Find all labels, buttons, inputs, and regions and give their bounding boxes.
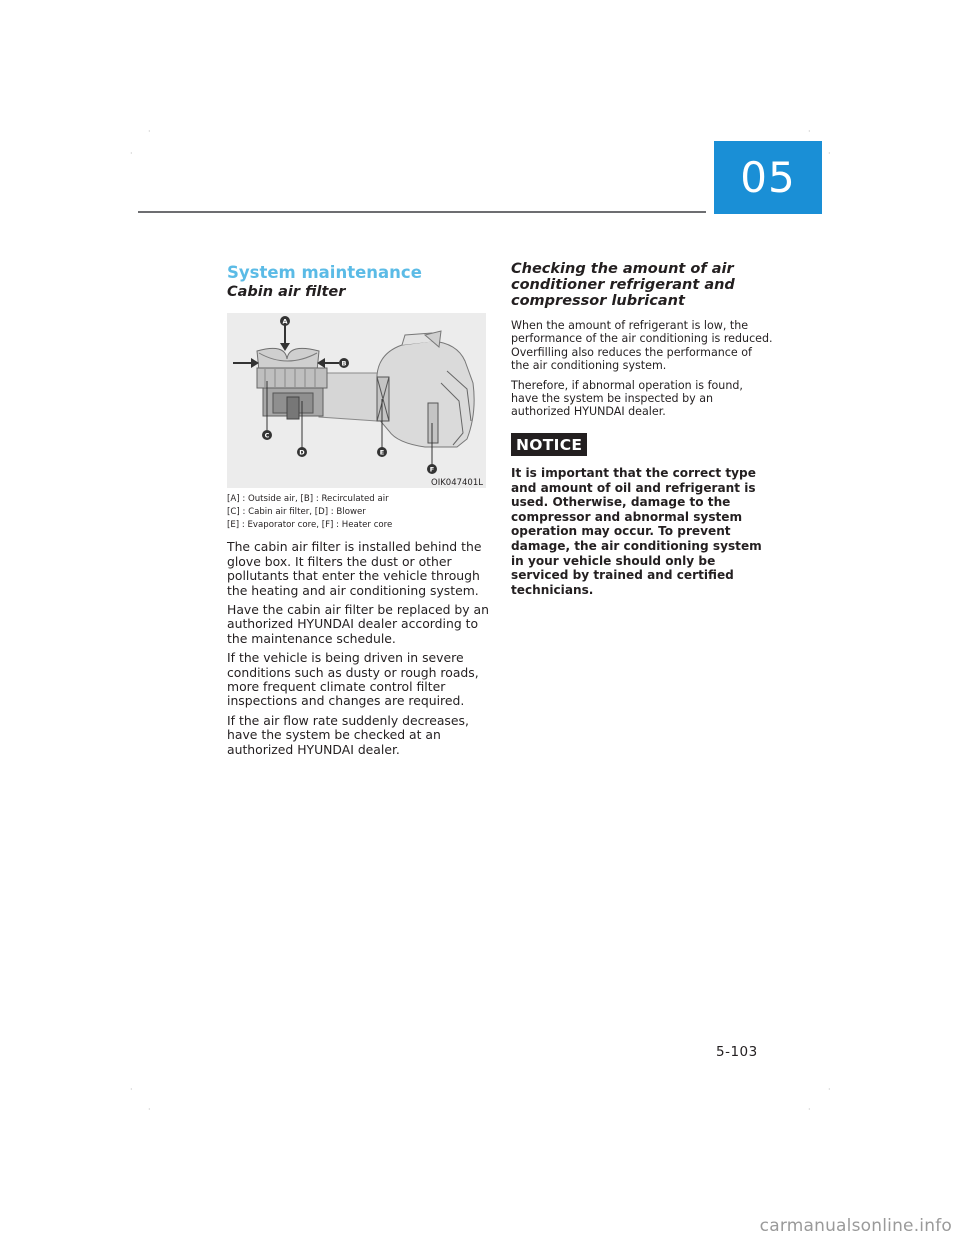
callout-c-label: C xyxy=(264,431,270,440)
notice-badge: NOTICE xyxy=(511,433,587,456)
right-column xyxy=(511,262,773,597)
section-title: Checking the amount of air conditioner refrigerant and compressor lubricant xyxy=(511,261,735,309)
hvac-diagram-illustration xyxy=(227,313,486,488)
crop-mark: · xyxy=(828,1085,831,1094)
figure-caption xyxy=(227,493,489,531)
callout-f-label: F xyxy=(429,465,435,474)
paragraph: The cabin air filter is installed behind the glove box. It filters the dust or other pollutants that enter the vehicle through the heating and air conditioning system. xyxy=(227,539,482,598)
chapter-tab: 05 xyxy=(714,141,822,214)
watermark: carmanualsonline.info xyxy=(759,1216,952,1236)
paragraph: When the amount of refrigerant is low, the performance of the air conditioning is reduced. Overfilling also reduces the performance of the air conditioning system. xyxy=(511,319,773,372)
caption-line: [C] : Cabin air filter, [D] : Blower xyxy=(227,506,366,517)
crop-mark: · xyxy=(828,149,831,158)
header-divider xyxy=(138,211,706,213)
callout-d-label: D xyxy=(299,448,305,457)
crop-mark: · xyxy=(148,1105,151,1114)
paragraph: If the air flow rate suddenly decreases, have the system be checked at an authorized HYUNDAI dealer. xyxy=(227,712,469,757)
section-title: System maintenance xyxy=(227,263,422,282)
caption-line: [A] : Outside air, [B] : Recirculated air xyxy=(227,494,389,504)
notice-text: It is important that the correct type and amount of oil and refrigerant is used. Otherwise, damage to the compressor and abnormal system operation may occur. To prevent damage, the air conditioning system in your vehicle should only be serviced by trained and certified technicians. xyxy=(511,466,762,597)
left-column xyxy=(227,262,489,757)
crop-mark: · xyxy=(130,1085,133,1094)
callout-e-label: E xyxy=(379,448,385,457)
figure-code: OIK047401L xyxy=(431,478,483,488)
paragraph: Therefore, if abnormal operation is found, have the system be inspected by an authorized HYUNDAI dealer. xyxy=(511,378,743,418)
page-number: 5-103 xyxy=(716,1044,758,1060)
crop-mark: · xyxy=(130,149,133,158)
hvac-system-figure xyxy=(227,313,486,488)
crop-mark: · xyxy=(808,127,811,136)
paragraph: If the vehicle is being driven in severe conditions such as dusty or rough roads, more frequent climate control filter inspections and changes are required. xyxy=(227,650,479,709)
paragraph: Have the cabin air filter be replaced by an authorized HYUNDAI dealer according to the maintenance schedule. xyxy=(227,602,490,646)
crop-mark: · xyxy=(148,127,151,136)
callout-b-label: B xyxy=(341,359,347,368)
caption-line: [E] : Evaporator core, [F] : Heater core xyxy=(227,519,393,530)
callout-a-label: A xyxy=(282,317,288,326)
subsection-title: Cabin air filter xyxy=(227,284,346,300)
crop-mark: · xyxy=(808,1105,811,1114)
